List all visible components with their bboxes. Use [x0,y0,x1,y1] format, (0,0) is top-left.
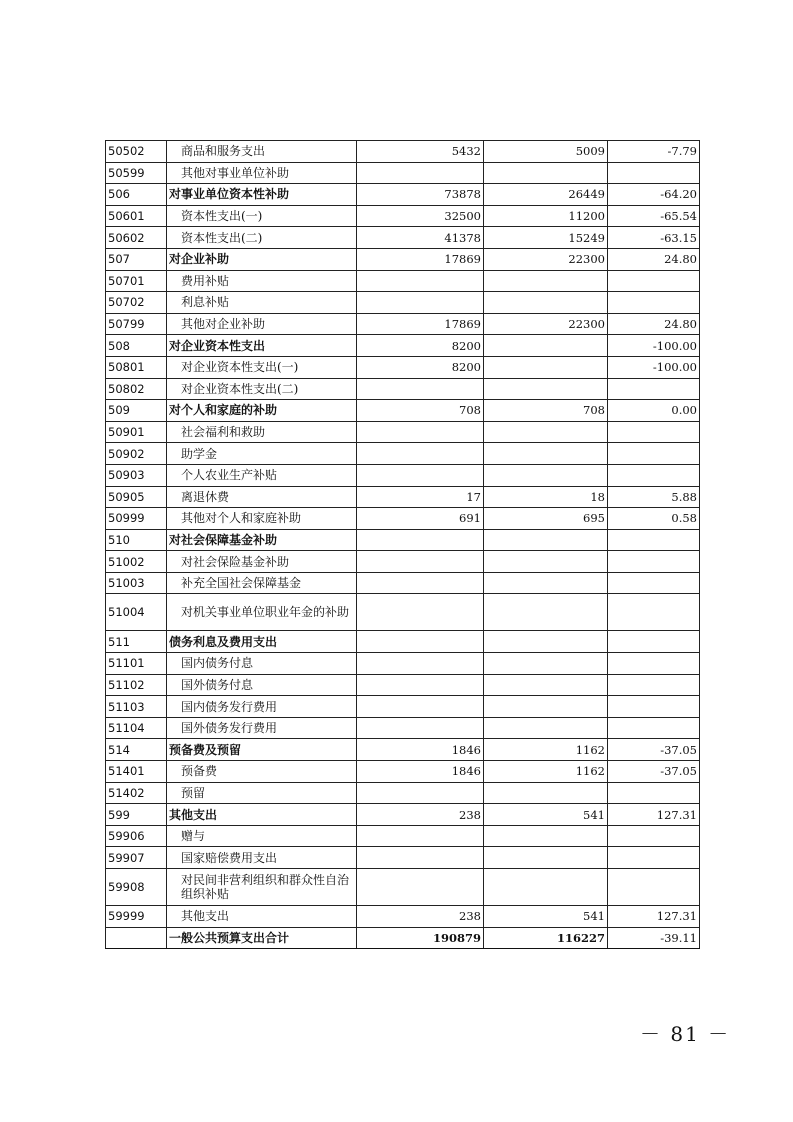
table-row [106,631,700,653]
table-row [106,464,700,486]
table-row [106,869,700,906]
code-cell: 51003 [106,572,167,594]
table-row [106,594,700,631]
current-amount-cell: 26449 [484,184,608,206]
change-percent-cell [608,825,700,847]
current-amount-cell: 18 [484,486,608,508]
code-cell: 51401 [106,761,167,783]
item-name-cell: 对企业资本性支出(二) [167,378,357,400]
item-name-cell: 对企业资本性支出(一) [167,356,357,378]
code-cell: 508 [106,335,167,357]
current-amount-cell: 22300 [484,313,608,335]
prior-amount-cell [357,631,484,653]
item-name-cell: 社会福利和救助 [167,421,357,443]
change-percent-cell [608,594,700,631]
current-amount-cell: 5009 [484,141,608,163]
change-percent-cell: 127.31 [608,906,700,928]
code-cell: 50901 [106,421,167,443]
current-amount-cell [484,572,608,594]
current-amount-cell [484,443,608,465]
prior-amount-cell: 1846 [357,739,484,761]
change-percent-cell: -100.00 [608,356,700,378]
prior-amount-cell: 190879 [357,927,484,948]
current-amount-cell [484,551,608,573]
current-amount-cell: 541 [484,906,608,928]
code-cell: 50905 [106,486,167,508]
change-percent-cell [608,869,700,906]
item-name-cell: 债务利息及费用支出 [167,631,357,653]
change-percent-cell [608,551,700,573]
item-name-cell: 预备费及预留 [167,739,357,761]
prior-amount-cell [357,717,484,739]
prior-amount-cell [357,551,484,573]
table-row [106,335,700,357]
current-amount-cell [484,653,608,675]
current-amount-cell [484,270,608,292]
change-percent-cell: 24.80 [608,313,700,335]
table-row [106,739,700,761]
table-row [106,653,700,675]
table-row [106,782,700,804]
item-name-cell: 预备费 [167,761,357,783]
change-percent-cell: -100.00 [608,335,700,357]
prior-amount-cell [357,464,484,486]
prior-amount-cell [357,653,484,675]
code-cell: 50902 [106,443,167,465]
item-name-cell: 利息补贴 [167,292,357,314]
code-cell: 507 [106,248,167,270]
item-name-cell: 其他对个人和家庭补助 [167,508,357,530]
current-amount-cell: 15249 [484,227,608,249]
table-row [106,572,700,594]
current-amount-cell [484,717,608,739]
prior-amount-cell: 691 [357,508,484,530]
table-row [106,378,700,400]
change-percent-cell [608,421,700,443]
item-name-cell: 国内债务发行费用 [167,696,357,718]
prior-amount-cell [357,270,484,292]
change-percent-cell: 0.00 [608,400,700,422]
prior-amount-cell [357,572,484,594]
code-cell: 51002 [106,551,167,573]
table-row [106,529,700,551]
table-row [106,141,700,163]
table-row [106,486,700,508]
change-percent-cell: -37.05 [608,739,700,761]
prior-amount-cell: 8200 [357,356,484,378]
item-name-cell: 对个人和家庭的补助 [167,400,357,422]
item-name-cell: 对社会保险基金补助 [167,551,357,573]
item-name-cell: 对事业单位资本性补助 [167,184,357,206]
table-row [106,906,700,928]
current-amount-cell [484,825,608,847]
table-row [106,421,700,443]
table-row [106,205,700,227]
prior-amount-cell [357,443,484,465]
code-cell: 51402 [106,782,167,804]
item-name-cell: 其他支出 [167,906,357,928]
table-row [106,227,700,249]
current-amount-cell [484,869,608,906]
code-cell: 50502 [106,141,167,163]
item-name-cell: 对机关事业单位职业年金的补助 [167,594,357,631]
prior-amount-cell: 17 [357,486,484,508]
current-amount-cell [484,292,608,314]
code-cell [106,927,167,948]
code-cell: 50903 [106,464,167,486]
code-cell: 59906 [106,825,167,847]
item-name-cell: 离退休费 [167,486,357,508]
code-cell: 51101 [106,653,167,675]
current-amount-cell: 695 [484,508,608,530]
item-name-cell: 国内债务付息 [167,653,357,675]
code-cell: 50801 [106,356,167,378]
item-name-cell: 个人农业生产补贴 [167,464,357,486]
prior-amount-cell [357,421,484,443]
code-cell: 599 [106,804,167,826]
item-name-cell: 商品和服务支出 [167,141,357,163]
change-percent-cell: 5.88 [608,486,700,508]
change-percent-cell [608,631,700,653]
code-cell: 50601 [106,205,167,227]
code-cell: 59999 [106,906,167,928]
change-percent-cell: 24.80 [608,248,700,270]
code-cell: 50799 [106,313,167,335]
prior-amount-cell: 17869 [357,248,484,270]
current-amount-cell [484,378,608,400]
item-name-cell: 助学金 [167,443,357,465]
prior-amount-cell [357,847,484,869]
table-row [106,443,700,465]
prior-amount-cell: 32500 [357,205,484,227]
current-amount-cell [484,421,608,443]
change-percent-cell [608,572,700,594]
table-row [106,551,700,573]
code-cell: 50701 [106,270,167,292]
item-name-cell: 一般公共预算支出合计 [167,927,357,948]
item-name-cell: 国外债务付息 [167,674,357,696]
code-cell: 59908 [106,869,167,906]
table-row [106,184,700,206]
change-percent-cell: 127.31 [608,804,700,826]
change-percent-cell [608,717,700,739]
item-name-cell: 其他对事业单位补助 [167,162,357,184]
code-cell: 51104 [106,717,167,739]
table-row [106,761,700,783]
item-name-cell: 资本性支出(一) [167,205,357,227]
current-amount-cell [484,594,608,631]
prior-amount-cell: 73878 [357,184,484,206]
prior-amount-cell [357,162,484,184]
item-name-cell: 其他支出 [167,804,357,826]
current-amount-cell [484,335,608,357]
code-cell: 50602 [106,227,167,249]
item-name-cell: 资本性支出(二) [167,227,357,249]
current-amount-cell [484,356,608,378]
item-name-cell: 补充全国社会保障基金 [167,572,357,594]
item-name-cell: 赠与 [167,825,357,847]
change-percent-cell [608,464,700,486]
prior-amount-cell: 708 [357,400,484,422]
code-cell: 509 [106,400,167,422]
table-row [106,162,700,184]
change-percent-cell [608,782,700,804]
table-body [106,141,700,949]
table-row [106,313,700,335]
expenditure-table [105,140,700,949]
prior-amount-cell [357,825,484,847]
change-percent-cell: -64.20 [608,184,700,206]
prior-amount-cell: 5432 [357,141,484,163]
table-row [106,270,700,292]
code-cell: 50999 [106,508,167,530]
item-name-cell: 对社会保障基金补助 [167,529,357,551]
item-name-cell: 国外债务发行费用 [167,717,357,739]
page-number: － 81 － [640,1022,731,1046]
change-percent-cell [608,292,700,314]
code-cell: 510 [106,529,167,551]
prior-amount-cell: 17869 [357,313,484,335]
change-percent-cell [608,529,700,551]
item-name-cell: 国家赔偿费用支出 [167,847,357,869]
table-row [106,248,700,270]
prior-amount-cell: 8200 [357,335,484,357]
table-row [106,356,700,378]
code-cell: 506 [106,184,167,206]
item-name-cell: 费用补贴 [167,270,357,292]
prior-amount-cell [357,378,484,400]
current-amount-cell: 1162 [484,739,608,761]
item-name-cell: 对企业补助 [167,248,357,270]
change-percent-cell: 0.58 [608,508,700,530]
change-percent-cell: -37.05 [608,761,700,783]
prior-amount-cell [357,594,484,631]
item-name-cell: 其他对企业补助 [167,313,357,335]
table-row [106,292,700,314]
table-row [106,804,700,826]
table-row [106,825,700,847]
current-amount-cell: 11200 [484,205,608,227]
prior-amount-cell [357,674,484,696]
change-percent-cell [608,847,700,869]
current-amount-cell [484,847,608,869]
change-percent-cell: -65.54 [608,205,700,227]
current-amount-cell [484,162,608,184]
item-name-cell: 对企业资本性支出 [167,335,357,357]
table-row [106,717,700,739]
change-percent-cell: -63.15 [608,227,700,249]
prior-amount-cell [357,696,484,718]
item-name-cell: 对民间非营利组织和群众性自治组织补贴 [167,869,357,906]
current-amount-cell: 708 [484,400,608,422]
current-amount-cell [484,782,608,804]
change-percent-cell [608,162,700,184]
current-amount-cell: 1162 [484,761,608,783]
prior-amount-cell: 1846 [357,761,484,783]
change-percent-cell [608,653,700,675]
prior-amount-cell [357,529,484,551]
current-amount-cell [484,696,608,718]
current-amount-cell [484,464,608,486]
code-cell: 59907 [106,847,167,869]
change-percent-cell [608,378,700,400]
change-percent-cell [608,696,700,718]
current-amount-cell: 22300 [484,248,608,270]
code-cell: 51103 [106,696,167,718]
prior-amount-cell: 238 [357,804,484,826]
table-row [106,847,700,869]
prior-amount-cell [357,292,484,314]
code-cell: 51004 [106,594,167,631]
item-name-cell: 预留 [167,782,357,804]
table-row [106,674,700,696]
current-amount-cell: 116227 [484,927,608,948]
code-cell: 50599 [106,162,167,184]
prior-amount-cell: 238 [357,906,484,928]
code-cell: 514 [106,739,167,761]
change-percent-cell [608,443,700,465]
code-cell: 50802 [106,378,167,400]
current-amount-cell: 541 [484,804,608,826]
prior-amount-cell: 41378 [357,227,484,249]
table-row [106,508,700,530]
code-cell: 50702 [106,292,167,314]
current-amount-cell [484,529,608,551]
current-amount-cell [484,674,608,696]
change-percent-cell: -7.79 [608,141,700,163]
prior-amount-cell [357,782,484,804]
code-cell: 51102 [106,674,167,696]
change-percent-cell [608,270,700,292]
prior-amount-cell [357,869,484,906]
change-percent-cell [608,674,700,696]
table-row [106,696,700,718]
current-amount-cell [484,631,608,653]
code-cell: 511 [106,631,167,653]
total-row [106,927,700,948]
table-row [106,400,700,422]
change-percent-cell: -39.11 [608,927,700,948]
